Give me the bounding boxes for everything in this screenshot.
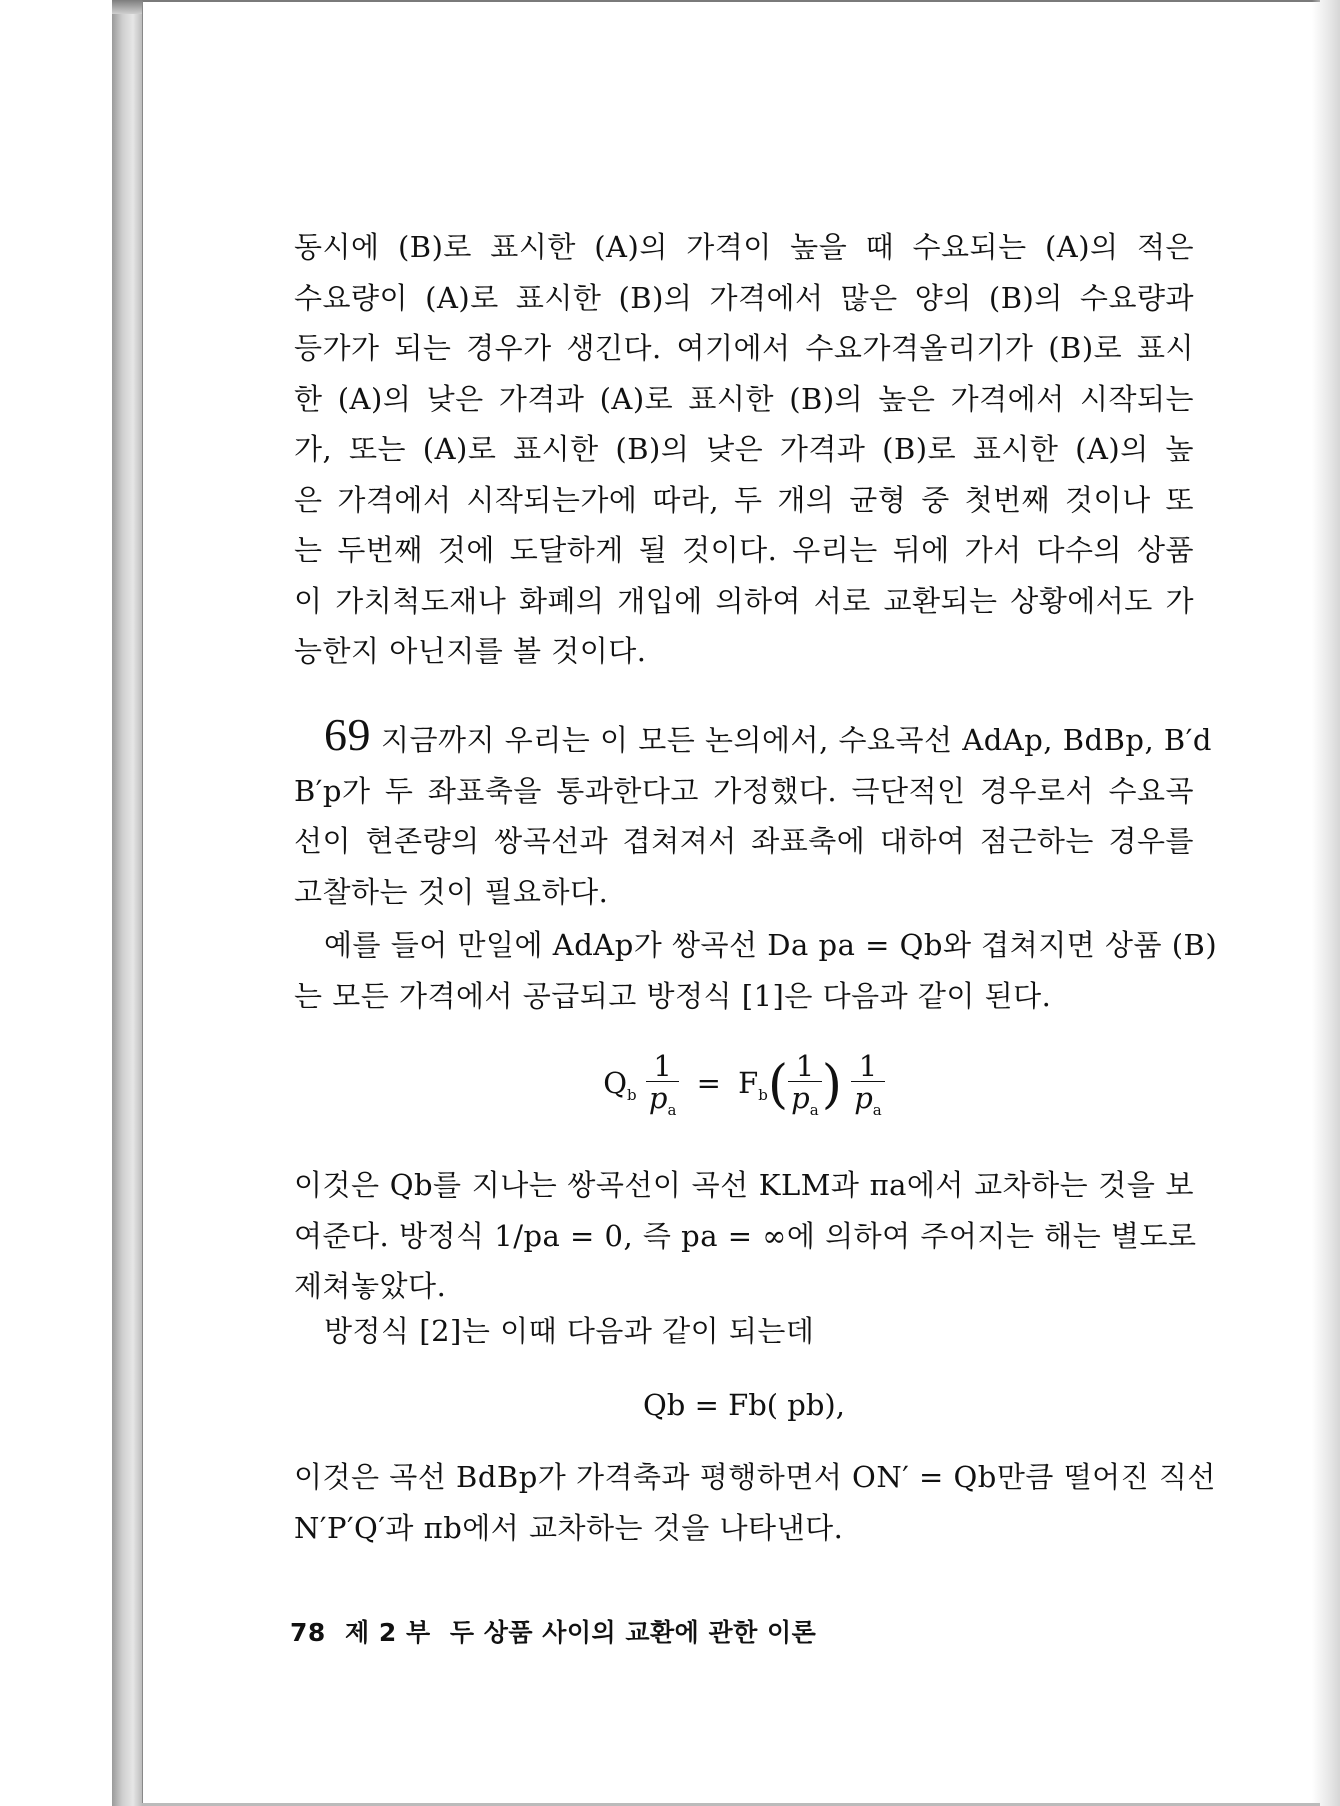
page-edge-shadow [1312, 0, 1340, 1806]
equation-1: $Q_b$ $\frac{1}{p_a}$ = $F_b$( $\frac{1}{p_a}$ ) $\frac{1}{p_a}$ [294, 1052, 1194, 1122]
text-line: 여준다. 방정식 1/pa = 0, 즉 pa = ∞에 의하여 주어지는 해는 별도로 [294, 1218, 1197, 1253]
paragraph-1 [294, 222, 1194, 677]
paragraph-6 [294, 1452, 1216, 1553]
text-line: 방정식 [2]는 이때 다음과 같이 되는데 [324, 1314, 815, 1348]
text-line: 등가가 되는 경우가 생긴다. 여기에서 수요가격올리기가 (B)로 표시 [294, 331, 1194, 365]
text-line: 능한지 아닌지를 볼 것이다. [294, 634, 647, 668]
equation-2: Qb = Fb( pb), [643, 1388, 845, 1422]
text-line: 고찰하는 것이 필요하다. [294, 874, 609, 909]
text-line: 가, 또는 (A)로 표시한 (B)의 낮은 가격과 (B)로 표시한 (A)의 높 [294, 432, 1194, 466]
section-number: 69 [324, 709, 371, 760]
text-line: 는 두번째 것에 도달하게 될 것이다. 우리는 뒤에 가서 다수의 상품 [294, 533, 1194, 567]
book-spine [112, 0, 142, 1806]
section-first-line [294, 709, 1212, 766]
text-line: 예를 들어 만일에 AdAp가 쌍곡선 Da pa = Qb와 겹쳐지면 상품 (B) [324, 928, 1218, 962]
text-line: 제쳐놓았다. [294, 1269, 447, 1303]
eq-q: $Q_b$ [603, 1065, 637, 1104]
page-number: 78 [290, 1618, 326, 1647]
part-title: 두 상품 사이의 교환에 관한 이론 [449, 1618, 817, 1647]
text-line: 이것은 Qb를 지나는 쌍곡선이 곡선 KLM과 πa에서 교차하는 것을 보 [294, 1168, 1194, 1202]
text-line: 이 가치척도재나 화폐의 개입에 의하여 서로 교환되는 상황에서도 가 [294, 583, 1194, 618]
page-footer [290, 1613, 826, 1649]
text-line: 수요량이 (A)로 표시한 (B)의 가격에서 많은 양의 (B)의 수요량과 [294, 280, 1194, 315]
eq-f: $F_b$ [738, 1065, 768, 1104]
paragraph-4 [294, 1160, 1197, 1312]
eq-equals: = [696, 1065, 721, 1100]
text-line: 이것은 곡선 BdBp가 가격축과 평행하면서 ON′ = Qb만큼 떨어진 직선 [294, 1460, 1216, 1494]
eq-fraction: $\frac{1}{p_a}$ [851, 1052, 885, 1118]
text-line: 지금까지 우리는 이 모든 논의에서, 수요곡선 AdAp, BdBp, B′d [381, 723, 1212, 757]
part-label: 제 2 부 [345, 1618, 431, 1647]
text-line: 는 모든 가격에서 공급되고 방정식 [1]은 다음과 같이 된다. [294, 978, 1052, 1013]
book-spine-top [112, 0, 142, 14]
text-line: N′P′Q′과 πb에서 교차하는 것을 나타낸다. [294, 1510, 844, 1545]
paragraph-3 [294, 920, 1218, 1021]
text-line: 은 가격에서 시작되는가에 따라, 두 개의 균형 중 첫번째 것이나 또 [294, 482, 1194, 517]
section-69 [294, 709, 1212, 917]
text-line: B′p가 두 좌표축을 통과한다고 가정했다. 극단적인 경우로서 수요곡 [294, 773, 1194, 808]
text-line: 동시에 (B)로 표시한 (A)의 가격이 높을 때 수요되는 (A)의 적은 [294, 230, 1194, 264]
eq-fraction: $\frac{1}{p_a}$ [646, 1052, 680, 1118]
eq-fraction: $\frac{1}{p_a}$ [788, 1052, 822, 1118]
paragraph-5 [294, 1306, 1194, 1357]
text-line: 한 (A)의 낮은 가격과 (A)로 표시한 (B)의 높은 가격에서 시작되는 [294, 381, 1194, 416]
text-line: 선이 현존량의 쌍곡선과 겹쳐져서 좌표축에 대하여 점근하는 경우를 [294, 824, 1194, 858]
